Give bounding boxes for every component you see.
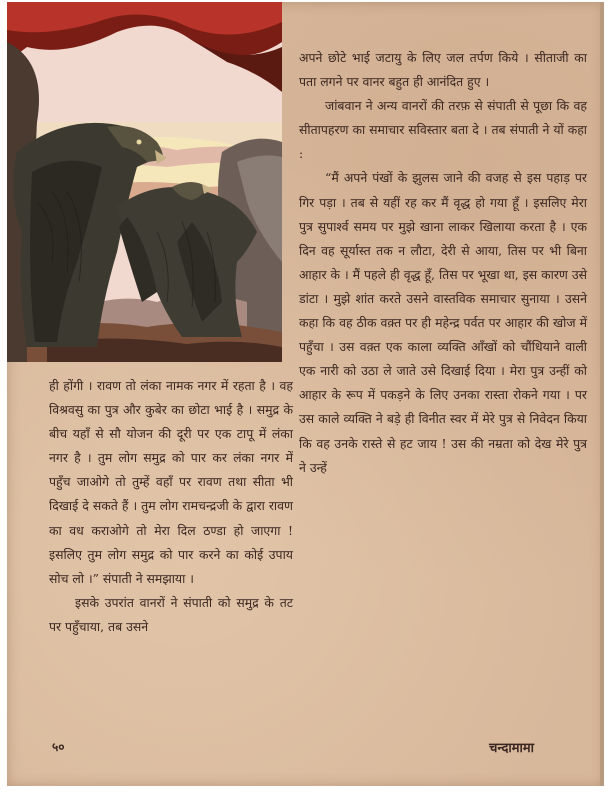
page-number: ५० xyxy=(52,740,65,754)
paragraph: “मैं अपने पंखों के झुलस जाने की वजह से इस पहाड़ पर गिर पड़ा । तब से यहीं रह कर मैं वृद्ध हो गया हूँ । इसलिए मेरा पुत्र सुपार्श्व समय पर मुझे खाना लाकर खिलाया करता है । एक दिन वह सूर्यास्त तक न लौटा, देरी से आया, तिस पर भी बिना आहार के । मैं पहले ही वृद्ध हूँ, तिस पर भूखा था, इस कारण उसे डांटा । मुझे शांत करते उसने वास्तविक समाचार सुनाया । उसने कहा कि वह ठीक वक़्त पर ही महेन्द्र पर्वत पर आहार की खोज में पहुँचा । उस वक़्त एक काला व्यक्ति आँखों को चौंधियाने वाली एक नारी को उठा ले जाते उसे दिखाई दिया । मेरा पुत्र उन्हीं को आहार के रूप में पकड़ने के लिए उनका रास्ता रोकने गया । पर उस काले व्यक्ति ने बड़े ही विनीत स्वर में मेरे पुत्र से निवेदन किया कि वह उनके रास्ते से हट जाय ! उस की नम्रता को देख मेरे पुत्र ने उन्हें xyxy=(299,170,587,475)
paragraph: इसके उपरांत वानरों ने संपाती को समुद्र के तट पर पहुँचाया, तब उसने xyxy=(49,594,293,634)
paragraph: अपने छोटे भाई जटायु के लिए जल तर्पण किये । सीताजी का पता लगने पर वानर बहुत ही आनंदित हुए । xyxy=(299,50,587,90)
page-edge xyxy=(600,2,604,786)
eagles-illustration xyxy=(7,2,282,362)
eagles-artwork xyxy=(7,2,282,362)
paragraph: जांबवान ने अन्य वानरों की तरफ़ से संपाती से पूछा कि वह सीतापहरण का समाचार सविस्तार बता दे । तब संपाती ने यों कहा : xyxy=(299,98,587,162)
right-text-column xyxy=(299,46,587,480)
magazine-page xyxy=(7,2,604,786)
left-text-column xyxy=(49,374,293,639)
paragraph: ही होंगी । रावण तो लंका नामक नगर में रहता है । वह विश्रवसु का पुत्र और कुबेर का छोटा भाई है । समुद्र के बीच यहाँ से सौ योजन की दूरी पर एक टापू में लंका नगर है । तुम लोग समुद्र को पार कर लंका नगर में पहुँच जाओगे तो तुम्हें वहाँ पर रावण तथा सीता भी दिखाई दे सकते हैं । तुम लोग रामचन्द्रजी के द्वारा रावण का वध कराओगे तो मेरा दिल ठण्डा हो जाएगा ! इसलिए तुम लोग समुद्र को पार करने का कोई उपाय सोच लो ।” संपाती ने समझाया । xyxy=(49,378,293,586)
magazine-title: चन्दामामा xyxy=(489,741,534,756)
